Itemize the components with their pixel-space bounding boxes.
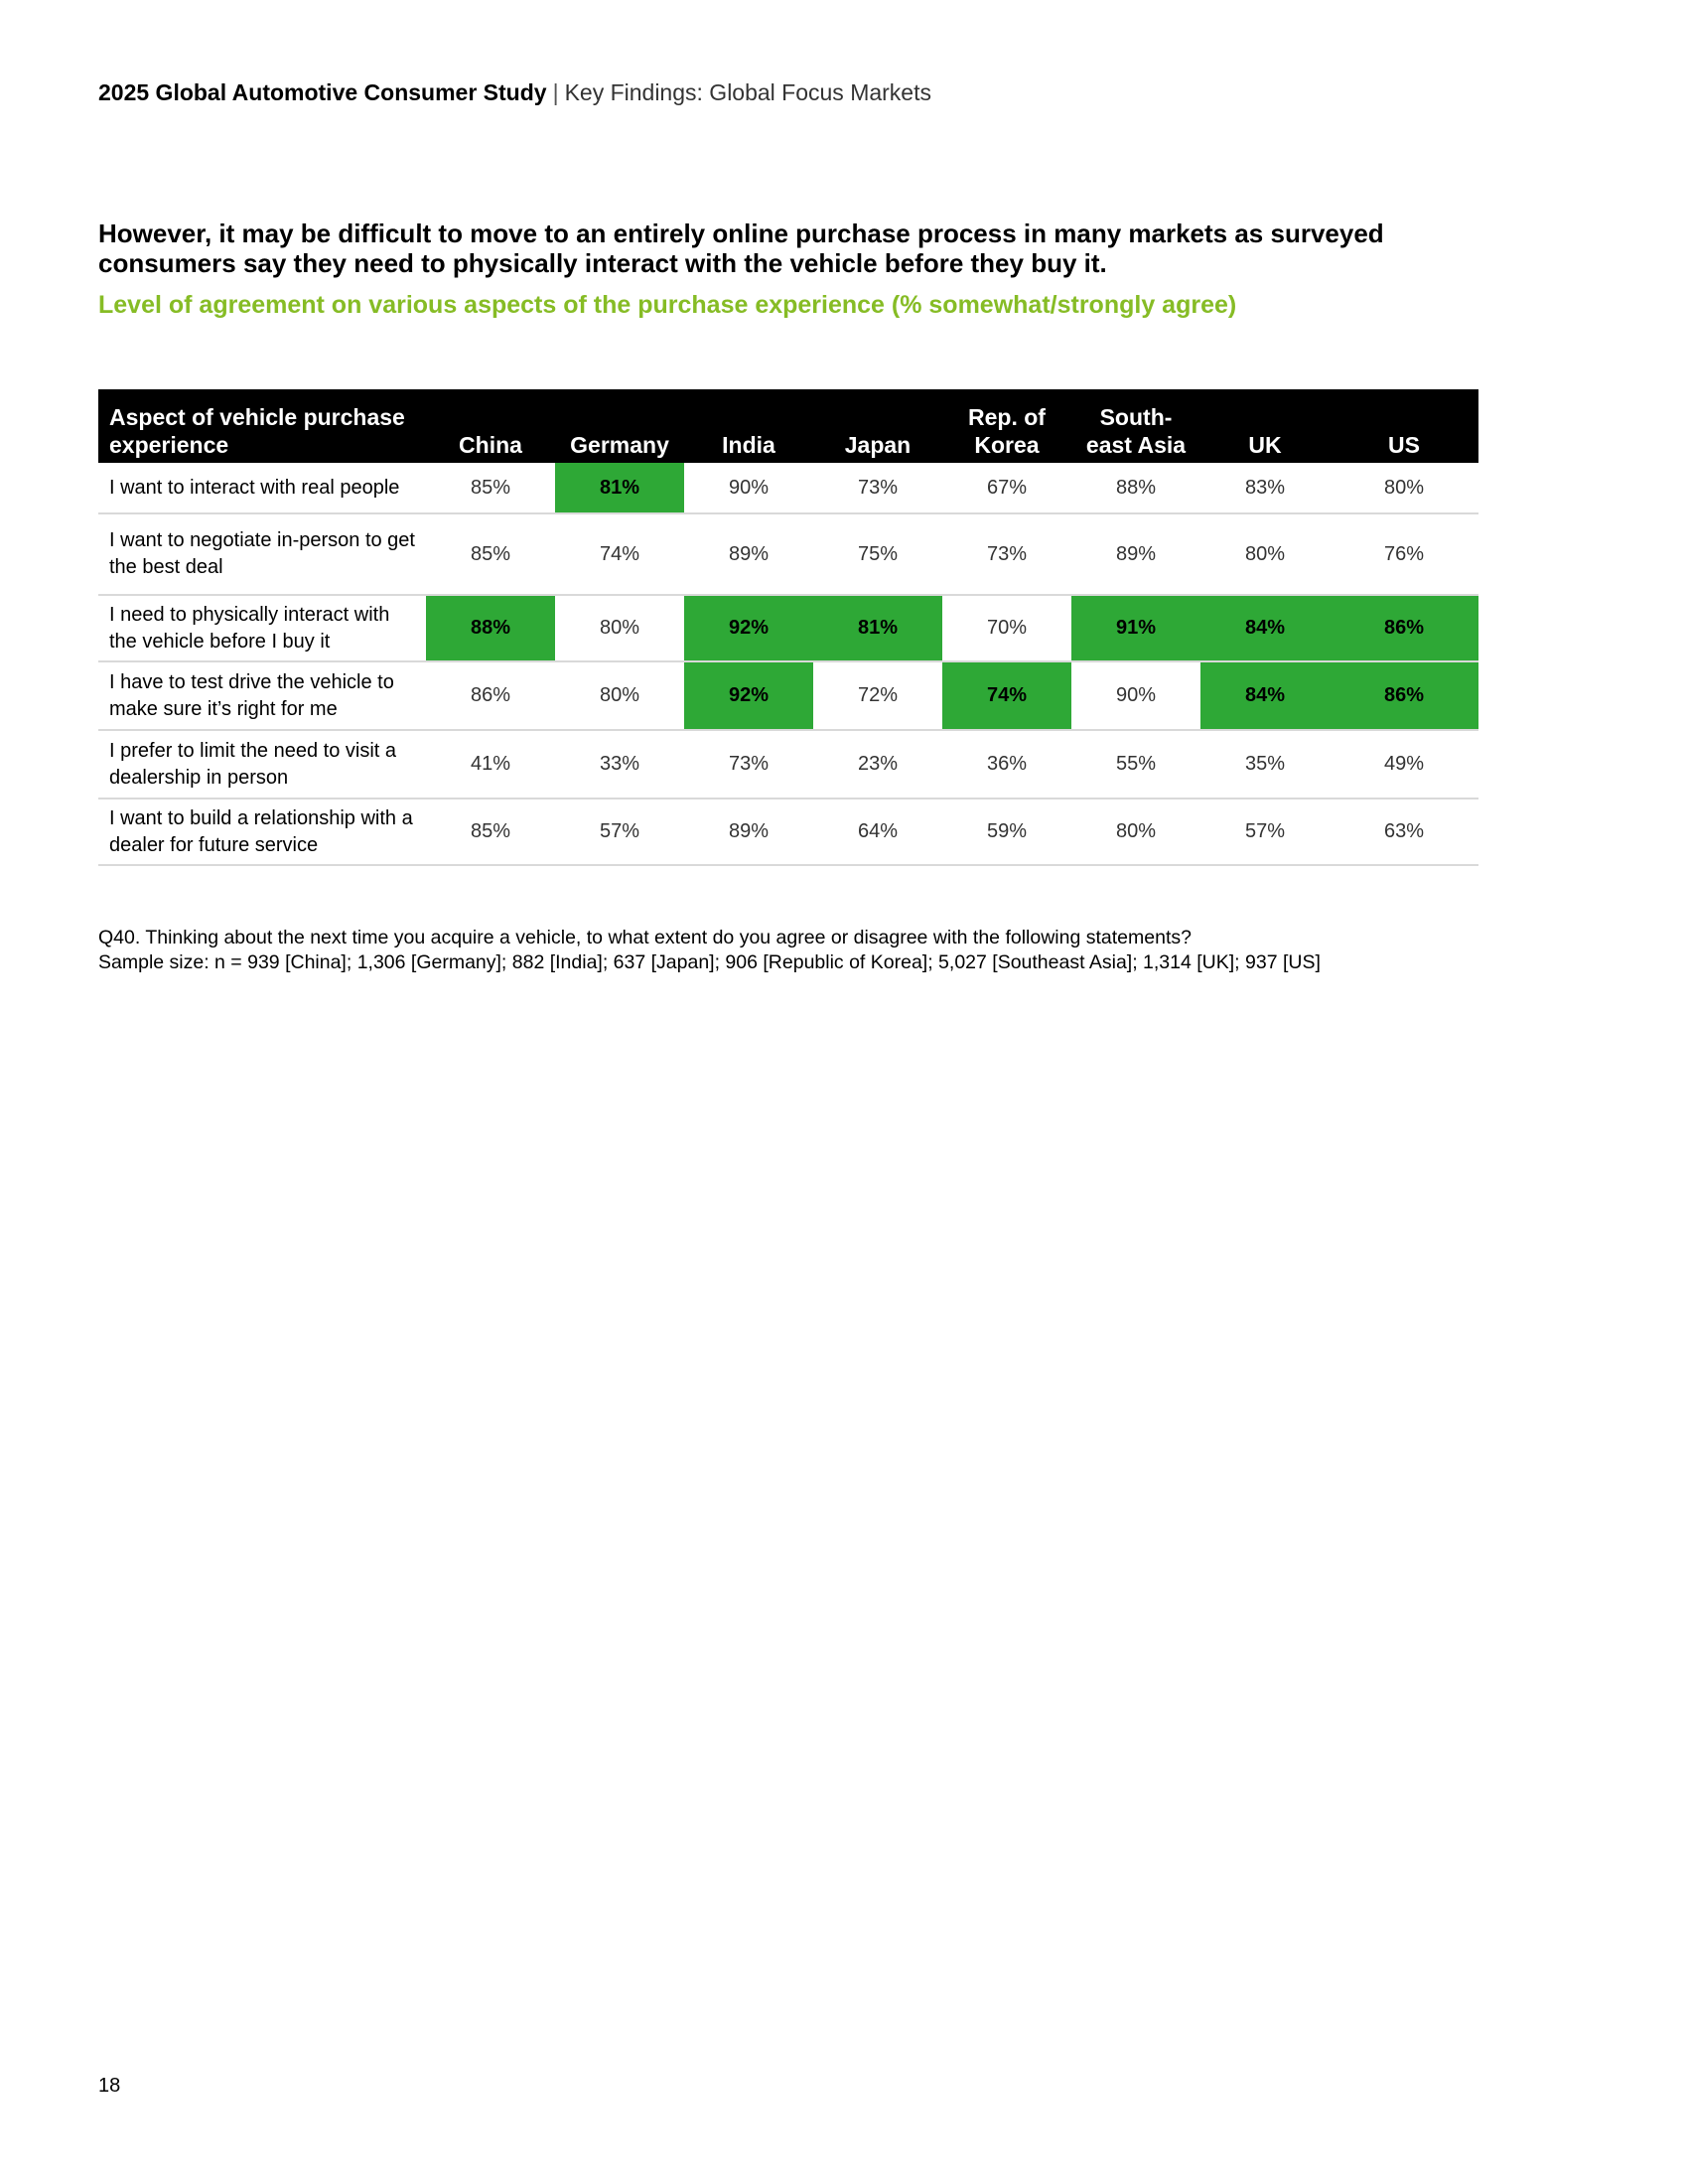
table-cell: 91% bbox=[1071, 595, 1200, 661]
table-cell: 89% bbox=[684, 799, 813, 865]
row-label: I need to physically interact with the vehicle before I buy it bbox=[98, 595, 426, 661]
table-cell: 74% bbox=[555, 513, 684, 595]
table-cell: 84% bbox=[1200, 661, 1330, 730]
table-cell: 23% bbox=[813, 730, 942, 799]
table-cell: 63% bbox=[1330, 799, 1478, 865]
table-cell: 73% bbox=[684, 730, 813, 799]
table-cell: 72% bbox=[813, 661, 942, 730]
table-cell: 57% bbox=[555, 799, 684, 865]
table-cell: 33% bbox=[555, 730, 684, 799]
table-cell: 86% bbox=[1330, 661, 1478, 730]
table-cell: 55% bbox=[1071, 730, 1200, 799]
table-cell: 92% bbox=[684, 661, 813, 730]
table-row bbox=[98, 463, 1478, 513]
table-footnote bbox=[98, 926, 1321, 975]
page-number: 18 bbox=[98, 2075, 121, 2097]
table-header-row bbox=[98, 389, 1478, 463]
table-row bbox=[98, 513, 1478, 595]
row-label: I have to test drive the vehicle to make sure it’s right for me bbox=[98, 661, 426, 730]
table-cell: 74% bbox=[942, 661, 1071, 730]
agreement-table bbox=[98, 389, 1478, 866]
table-cell: 80% bbox=[555, 595, 684, 661]
table-cell: 81% bbox=[555, 463, 684, 513]
table-row bbox=[98, 799, 1478, 865]
column-header-germany: Germany bbox=[555, 389, 684, 463]
footnote-question: Q40. Thinking about the next time you acquire a vehicle, to what extent do you agree or disagree with the following statements? bbox=[98, 927, 1192, 948]
table-row bbox=[98, 730, 1478, 799]
header-separator: | bbox=[552, 79, 559, 105]
table-cell: 35% bbox=[1200, 730, 1330, 799]
table-cell: 64% bbox=[813, 799, 942, 865]
column-header-japan: Japan bbox=[813, 389, 942, 463]
table-cell: 70% bbox=[942, 595, 1071, 661]
column-header-china: China bbox=[426, 389, 555, 463]
table-cell: 90% bbox=[1071, 661, 1200, 730]
table-cell: 85% bbox=[426, 513, 555, 595]
table-cell: 73% bbox=[813, 463, 942, 513]
row-label: I prefer to limit the need to visit a dealership in person bbox=[98, 730, 426, 799]
table-cell: 89% bbox=[1071, 513, 1200, 595]
table-cell: 83% bbox=[1200, 463, 1330, 513]
table-cell: 80% bbox=[1200, 513, 1330, 595]
table-cell: 67% bbox=[942, 463, 1071, 513]
table-cell: 36% bbox=[942, 730, 1071, 799]
agreement-table-container bbox=[98, 389, 1478, 866]
table-cell: 89% bbox=[684, 513, 813, 595]
table-row bbox=[98, 661, 1478, 730]
table-row bbox=[98, 595, 1478, 661]
section-title: Key Findings: Global Focus Markets bbox=[564, 79, 931, 105]
column-header-aspect: Aspect of vehicle purchase experience bbox=[98, 389, 426, 463]
row-label: I want to interact with real people bbox=[98, 463, 426, 513]
row-label: I want to build a relationship with a dealer for future service bbox=[98, 799, 426, 865]
table-cell: 88% bbox=[426, 595, 555, 661]
table-cell: 92% bbox=[684, 595, 813, 661]
table-cell: 49% bbox=[1330, 730, 1478, 799]
column-header-india: India bbox=[684, 389, 813, 463]
table-cell: 86% bbox=[426, 661, 555, 730]
table-cell: 80% bbox=[555, 661, 684, 730]
column-header-us: US bbox=[1330, 389, 1478, 463]
table-subtitle: Level of agreement on various aspects of the purchase experience (% somewhat/strongly agree) bbox=[98, 291, 1237, 319]
table-cell: 85% bbox=[426, 799, 555, 865]
table-cell: 85% bbox=[426, 463, 555, 513]
column-header-southeast-asia: South-east Asia bbox=[1071, 389, 1200, 463]
document-title: 2025 Global Automotive Consumer Study bbox=[98, 79, 547, 105]
table-cell: 41% bbox=[426, 730, 555, 799]
table-cell: 80% bbox=[1071, 799, 1200, 865]
table-cell: 57% bbox=[1200, 799, 1330, 865]
footnote-sample-size: Sample size: n = 939 [China]; 1,306 [Germany]; 882 [India]; 637 [Japan]; 906 [Republic of Korea]; 5,027 [Southeast Asia]; 1,314 [UK]; 937 [US] bbox=[98, 951, 1321, 973]
column-header-uk: UK bbox=[1200, 389, 1330, 463]
table-cell: 90% bbox=[684, 463, 813, 513]
table-cell: 88% bbox=[1071, 463, 1200, 513]
table-cell: 73% bbox=[942, 513, 1071, 595]
table-cell: 76% bbox=[1330, 513, 1478, 595]
table-cell: 80% bbox=[1330, 463, 1478, 513]
column-header-korea: Rep. of Korea bbox=[942, 389, 1071, 463]
table-cell: 86% bbox=[1330, 595, 1478, 661]
table-cell: 75% bbox=[813, 513, 942, 595]
row-label: I want to negotiate in-person to get the best deal bbox=[98, 513, 426, 595]
table-cell: 84% bbox=[1200, 595, 1330, 661]
table-cell: 59% bbox=[942, 799, 1071, 865]
page-headline: However, it may be difficult to move to an entirely online purchase process in many markets as surveyed consumers say they need to physically interact with the vehicle before they buy it. bbox=[98, 218, 1384, 278]
table-cell: 81% bbox=[813, 595, 942, 661]
document-header bbox=[98, 77, 931, 107]
